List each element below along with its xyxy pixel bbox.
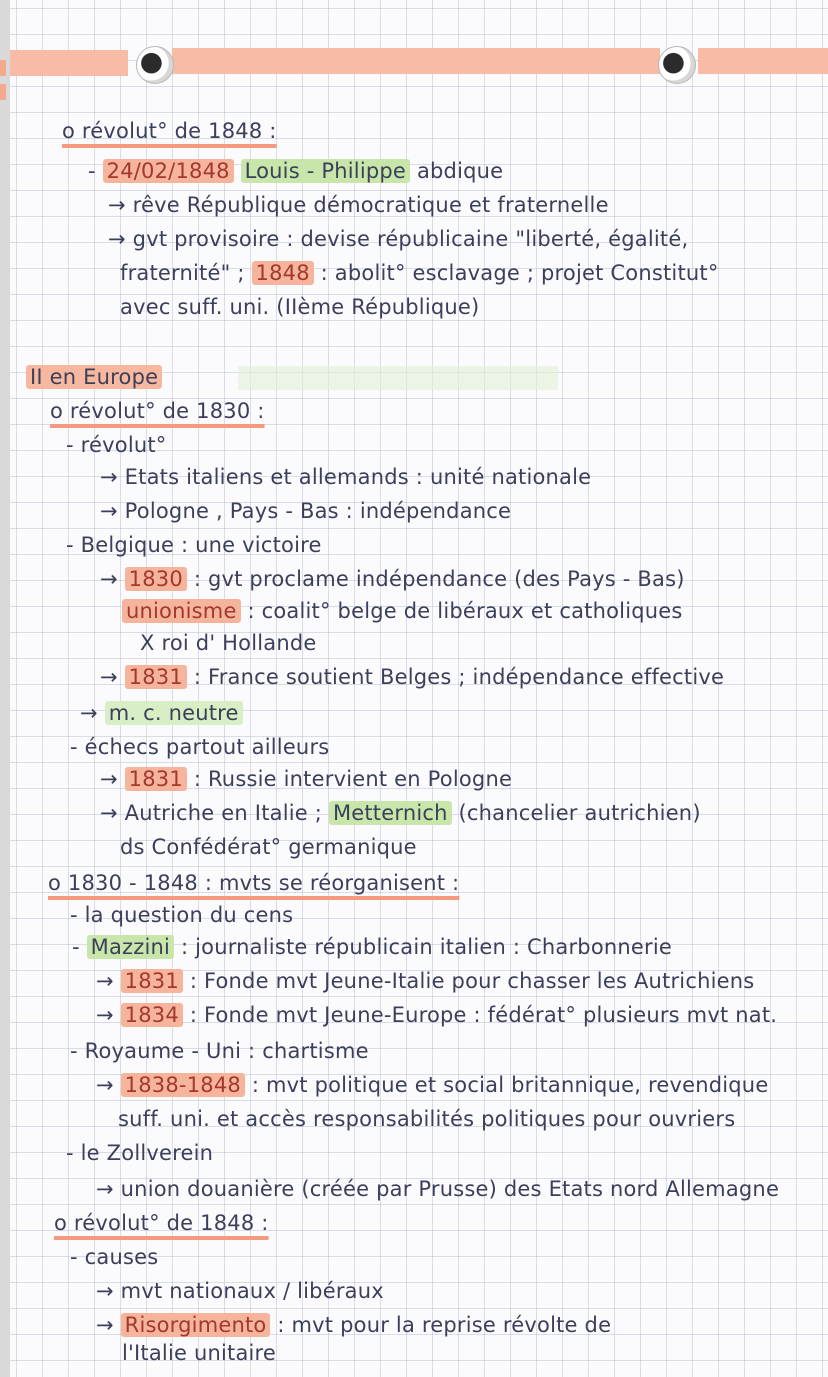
line-risorgimento: → Risorgimento : mvt pour la reprise révolte de bbox=[96, 1313, 612, 1337]
line-echecs: - échecs partout ailleurs bbox=[70, 735, 330, 759]
line-mazzini: - Mazzini : journaliste républicain italien : Charbonnerie bbox=[72, 935, 672, 959]
line-causes: - causes bbox=[70, 1245, 159, 1269]
line-revolution-label: - révolut° bbox=[66, 433, 167, 457]
line-jeune-italie: → 1831 : Fonde mvt Jeune-Italie pour chasser les Autrichiens bbox=[96, 969, 755, 993]
line-union-douaniere: → union douanière (créée par Prusse) des Etats nord Allemagne bbox=[96, 1177, 780, 1201]
line-russie: → 1831 : Russie intervient en Pologne bbox=[100, 767, 513, 791]
line-mvt-nationaux: → mvt nationaux / libéraux bbox=[96, 1279, 384, 1303]
line-chartisme: → 1838-1848 : mvt politique et social britannique, revendique bbox=[96, 1073, 769, 1097]
part-title-europe: II en Europe bbox=[26, 364, 162, 390]
line-1831-france: → 1831 : France soutient Belges ; indépendance effective bbox=[100, 665, 725, 689]
date-highlight: 24/02/1848 bbox=[103, 159, 234, 183]
line-zollverein: - le Zollverein bbox=[66, 1141, 214, 1165]
header-band-left bbox=[10, 50, 128, 76]
notebook-page bbox=[10, 0, 828, 1377]
line-roi-hollande: X roi d' Hollande bbox=[140, 631, 317, 655]
line-autriche: → Autriche en Italie ; Metternich (chancelier autrichien) bbox=[100, 801, 701, 825]
line-unionisme: unionisme : coalit° belge de libéraux et catholiques bbox=[122, 598, 683, 624]
line-abdication: - 24/02/1848 Louis - Philippe abdique bbox=[88, 159, 504, 183]
edge-mark-bottom bbox=[0, 84, 6, 100]
line-belgique: - Belgique : une victoire bbox=[66, 533, 322, 557]
line-1830-belgique: → 1830 : gvt proclame indépendance (des Pays - Bas) bbox=[100, 567, 685, 591]
header-band-right bbox=[698, 48, 828, 74]
heading-revolution-1848-europe: o révolut° de 1848 : bbox=[54, 1211, 269, 1235]
line-neutre: → m. c. neutre bbox=[80, 700, 243, 726]
line-confederation: ds Confédérat° germanique bbox=[120, 835, 417, 859]
line-gvt-provisoire: → gvt provisoire : devise républicaine "liberté, égalité, bbox=[108, 227, 689, 251]
heading-reorganisation: o 1830 - 1848 : mvts se réorganisent : bbox=[48, 871, 460, 895]
name-highlight: Louis - Philippe bbox=[241, 159, 410, 183]
line-suffrage: avec suff. uni. (IIème République) bbox=[120, 295, 480, 319]
punch-hole-right bbox=[658, 46, 696, 84]
header-band-center bbox=[172, 48, 660, 74]
line-etats: → Etats italiens et allemands : unité nationale bbox=[100, 465, 592, 489]
edge-mark-top bbox=[0, 60, 6, 76]
line-pologne: → Pologne , Pays - Bas : indépendance bbox=[100, 499, 512, 523]
faint-highlight-bar bbox=[238, 366, 558, 390]
line-jeune-europe: → 1834 : Fonde mvt Jeune-Europe : fédérat° plusieurs mvt nat. bbox=[96, 1003, 778, 1027]
heading-revolution-1830: o révolut° de 1830 : bbox=[50, 399, 265, 423]
punch-hole-left bbox=[136, 46, 174, 84]
heading-revolution-1848: o révolut° de 1848 : bbox=[62, 119, 277, 143]
year-highlight: 1848 bbox=[252, 261, 314, 285]
line-reve-republique: → rêve République démocratique et fraternelle bbox=[108, 193, 609, 217]
line-royaume-uni: - Royaume - Uni : chartisme bbox=[70, 1039, 369, 1063]
line-abolition: fraternité" ; 1848 : abolit° esclavage ; projet Constitut° bbox=[120, 261, 719, 285]
line-ouvriers: suff. uni. et accès responsabilités politiques pour ouvriers bbox=[118, 1107, 736, 1131]
line-italie-unitaire: l'Italie unitaire bbox=[122, 1341, 277, 1365]
line-cens: - la question du cens bbox=[70, 903, 294, 927]
